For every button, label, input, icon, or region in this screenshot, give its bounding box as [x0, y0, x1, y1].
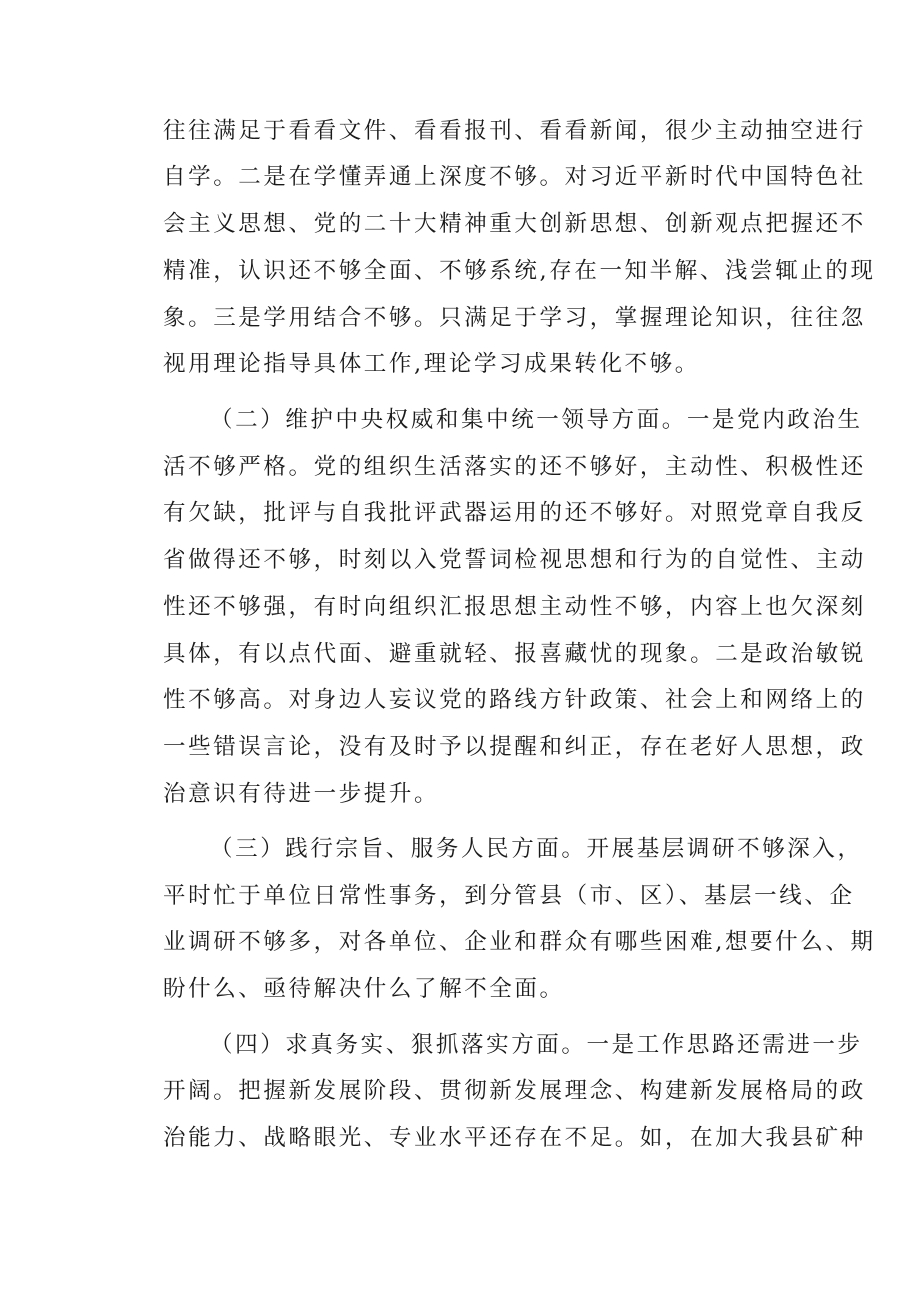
text-line: 象。三是学用结合不够。只满足于学习，掌握理论知识，往往忽: [163, 305, 866, 331]
section-heading-4: （四）求真务实、狠抓落实方面。一是工作思路还需进一步: [210, 1032, 863, 1058]
section-heading-3: （三）践行宗旨、服务人民方面。开展基层调研不够深入，: [210, 836, 863, 862]
section-heading-2: （二）维护中央权威和集中统一领导方面。一是党内政治生: [210, 407, 863, 433]
text-line: 有欠缺，批评与自我批评武器运用的还不够好。对照党章自我反: [163, 500, 866, 526]
text-line: 自学。二是在学懂弄通上深度不够。对习近平新时代中国特色社: [163, 164, 866, 190]
text-line: 视用理论指导具体工作,理论学习成果转化不够。: [163, 351, 700, 377]
text-line: 具体，有以点代面、避重就轻、报喜藏忧的现象。二是政治敏锐: [163, 641, 866, 667]
text-line: 治意识有待进一步提升。: [163, 781, 440, 807]
text-line: 业调研不够多，对各单位、企业和群众有哪些困难,想要什么、期: [163, 929, 876, 955]
text-line: 性还不够强，有时向组织汇报思想主动性不够，内容上也欠深刻: [163, 594, 866, 620]
text-line: 活不够严格。党的组织生活落实的还不够好，主动性、积极性还: [163, 454, 866, 480]
text-line: 精准，认识还不够全面、不够系统,存在一知半解、浅尝辄止的现: [163, 258, 876, 284]
text-line: 开阔。把握新发展阶段、贯彻新发展理念、构建新发展格局的政: [163, 1078, 866, 1104]
text-line: 一些错误言论，没有及时予以提醒和纠正，存在老好人思想，政: [163, 734, 866, 760]
text-line: 省做得还不够，时刻以入党誓词检视思想和行为的自觉性、主动: [163, 547, 866, 573]
text-line: 平时忙于单位日常性事务，到分管县（市、区）、基层一线、企: [163, 883, 855, 909]
text-line: 性不够高。对身边人妄议党的路线方针政策、社会上和网络上的: [163, 687, 866, 713]
text-line: 治能力、战略眼光、专业水平还存在不足。如，在加大我县矿种: [163, 1125, 866, 1151]
text-line: 往往满足于看看文件、看看报刊、看看新闻，很少主动抽空进行: [163, 118, 866, 144]
text-line: 盼什么、亟待解决什么了解不全面。: [163, 976, 565, 1002]
text-line: 会主义思想、党的二十大精神重大创新思想、创新观点把握还不: [163, 211, 866, 237]
